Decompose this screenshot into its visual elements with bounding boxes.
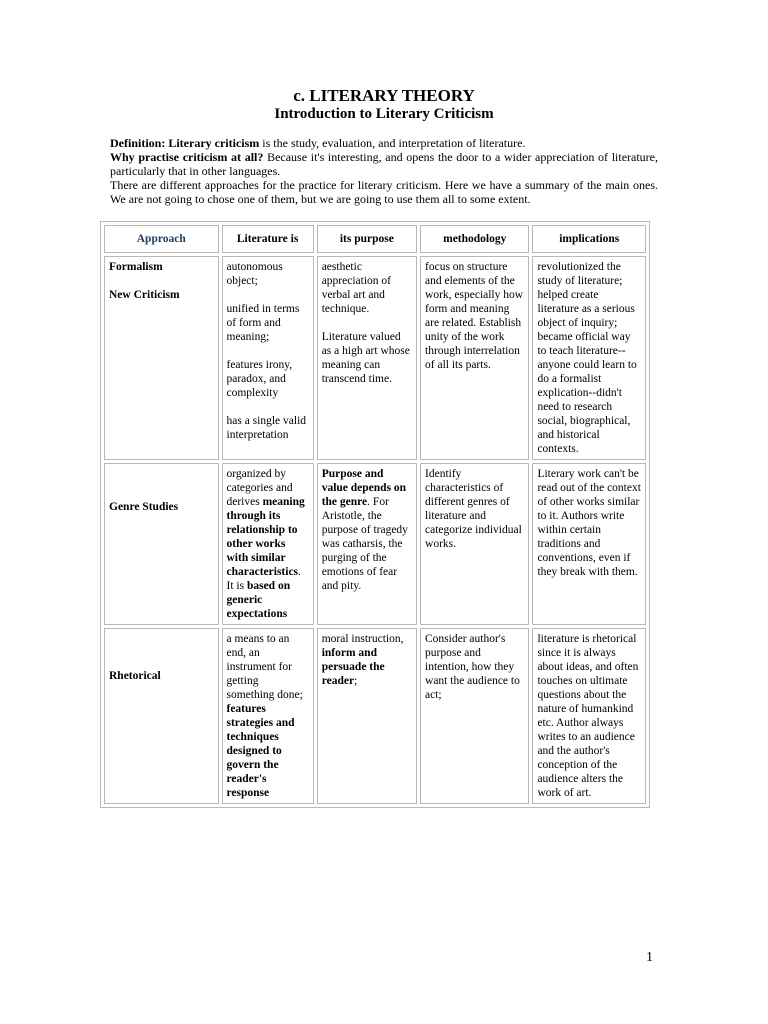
rhetorical-purpose-b: inform and persuade the reader xyxy=(321,647,385,687)
rhetorical-literature-cell xyxy=(222,628,314,804)
table-row-formalism xyxy=(104,256,646,460)
header-its-purpose: its purpose xyxy=(317,225,417,253)
page-number: 1 xyxy=(646,950,653,965)
document-title: c. LITERARY THEORY xyxy=(293,86,475,105)
genre-lit-c: . It is xyxy=(226,566,301,592)
rhetorical-purpose-a: moral instruction, xyxy=(321,633,404,645)
why-text: Because it's interesting, and opens the door to a wider appreciation of literature, particularly that in other languages. xyxy=(110,150,659,178)
rhetorical-methodology-cell: Consider author's purpose and intention, how they want the audience to act; xyxy=(420,628,529,804)
rhetorical-purpose-c: ; xyxy=(354,675,358,687)
definition-text: is the study, evaluation, and interpretation of literature. xyxy=(259,136,526,150)
genre-implications-cell: Literary work can't be read out of the context of other works similar to it. Authors write within certain traditions and conventions, even if they break with them. xyxy=(532,463,646,625)
genre-purpose-a: Purpose and value depends on the genre xyxy=(321,468,407,508)
rhetorical-implications-cell: literature is rhetorical since it is always about ideas, and often touches on ultimate questions about the nature of humankind etc. Author always writes to an audience and the author's conception of the audience alters the work of art. xyxy=(532,628,646,804)
rhetorical-lit-b: features strategies and techniques designed to govern the reader's response xyxy=(226,703,295,799)
rhetorical-lit-a: a means to an end, an instrument for getting something done; xyxy=(226,633,303,701)
genre-purpose-b: . For Aristotle, the purpose of tragedy was catharsis, the purging of the emotions of fear and pity. xyxy=(321,496,408,592)
why-label: Why practise criticism at all? xyxy=(110,150,264,164)
formalism-methodology-cell: focus on structure and elements of the work, especially how form and meaning are related. Establish unity of the work through interrelation of all its parts. xyxy=(420,256,529,460)
why-paragraph xyxy=(110,150,658,178)
header-literature-is: Literature is xyxy=(222,225,314,253)
definition-paragraph xyxy=(110,136,658,150)
formalism-lit-1: autonomous object; xyxy=(226,261,283,287)
genre-lit-b: meaning through its relationship to other works with similar characteristics xyxy=(226,496,305,578)
formalism-purpose-2: Literature valued as a high art whose meaning can transcend time. xyxy=(321,331,410,385)
formalism-lit-2: unified in terms of form and meaning; xyxy=(226,303,300,343)
genre-lit-a: organized by categories and derives xyxy=(226,468,293,508)
header-methodology: methodology xyxy=(420,225,529,253)
rhetorical-approach-cell: Rhetorical xyxy=(104,628,219,804)
formalism-approach-cell xyxy=(104,256,219,460)
header-approach: Approach xyxy=(104,225,219,253)
genre-purpose-cell xyxy=(317,463,417,625)
genre-lit-d: based on generic expectations xyxy=(226,580,291,620)
table-row-genre-studies xyxy=(104,463,646,625)
formalism-lit-4: has a single valid interpretation xyxy=(226,415,307,441)
intro-section xyxy=(110,136,658,206)
formalism-implications-cell: revolutionized the study of literature; helped create literature as a serious object of inquiry; became official way to teach literature--anyone could learn to do a formalist explication--didn't need to research social, biographical, and historical contexts. xyxy=(532,256,646,460)
literary-approaches-table xyxy=(100,221,650,808)
header-implications: implications xyxy=(532,225,646,253)
formalism-literature-cell xyxy=(222,256,314,460)
rhetorical-purpose-cell xyxy=(317,628,417,804)
formalism-label: Formalism xyxy=(109,261,163,273)
definition-label: Definition: Literary criticism xyxy=(110,136,260,150)
genre-approach-cell: Genre Studies xyxy=(104,463,219,625)
formalism-purpose-cell xyxy=(317,256,417,460)
new-criticism-label: New Criticism xyxy=(109,289,180,301)
genre-literature-cell xyxy=(222,463,314,625)
table-header-row xyxy=(104,225,646,253)
formalism-purpose-1: aesthetic appreciation of verbal art and technique. xyxy=(321,261,391,315)
formalism-lit-3: features irony, paradox, and complexity xyxy=(226,359,293,399)
genre-methodology-cell: Identify characteristics of different genres of literature and categorize individual works. xyxy=(420,463,529,625)
approaches-paragraph: There are different approaches for the practice for literary criticism. Here we have a summary of the main ones. We are not going to chose one of them, but we are going to use them all to some extent. xyxy=(110,178,658,206)
document-subtitle: Introduction to Literary Criticism xyxy=(274,106,494,122)
table-row-rhetorical xyxy=(104,628,646,804)
